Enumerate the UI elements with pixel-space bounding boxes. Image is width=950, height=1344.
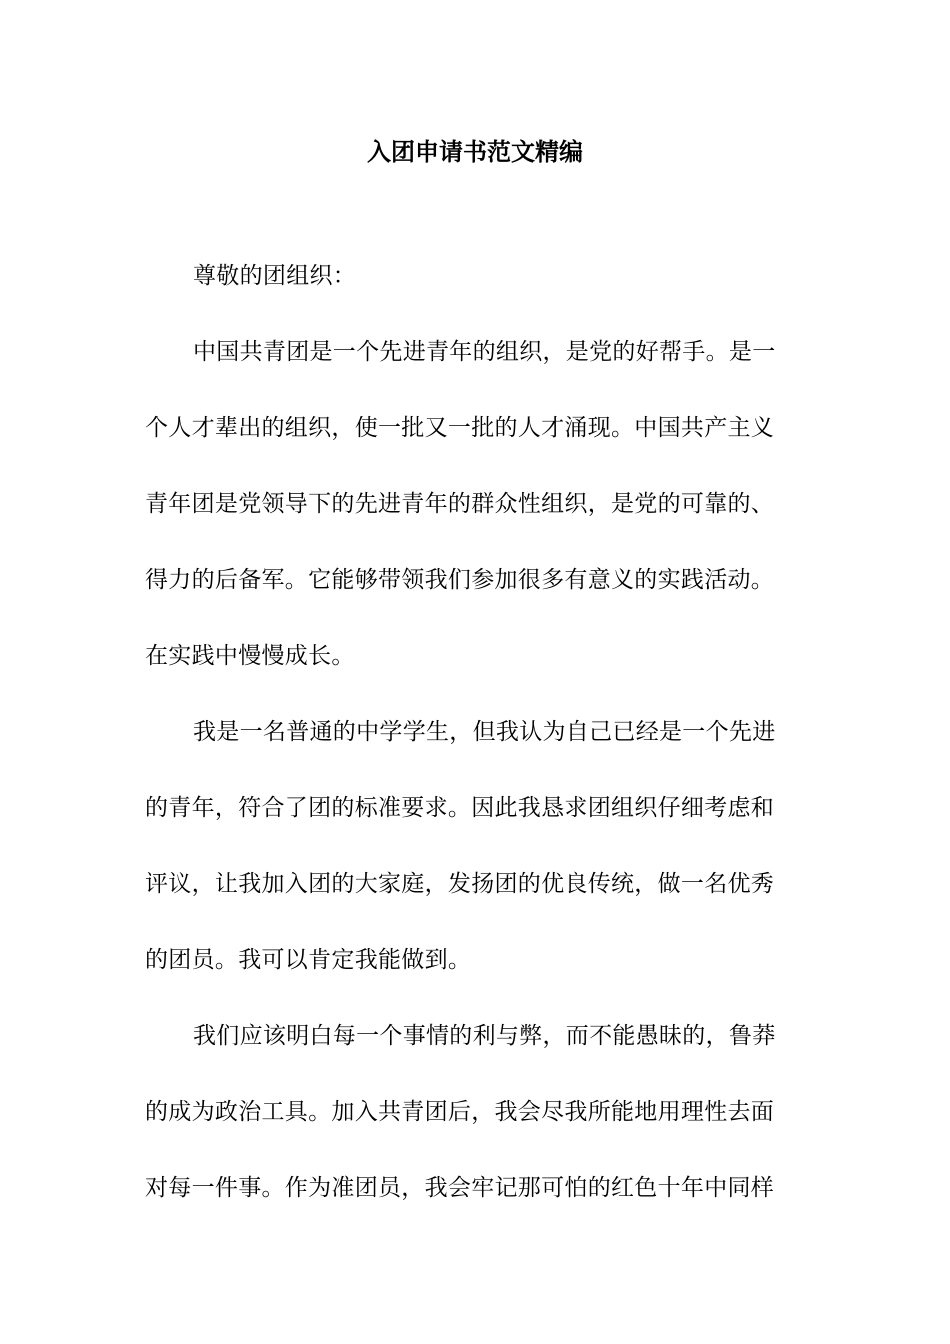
text-line: 的青年，符合了团的标准要求。因此我恳求团组织仔细考虑和 — [145, 795, 775, 821]
text-line: 的团员。我可以肯定我能做到。 — [145, 947, 472, 973]
text-line: 得力的后备军。它能够带领我们参加很多有意义的实践活动。 — [145, 567, 775, 593]
text-line: 对每一件事。作为准团员，我会牢记那可怕的红色十年中同样 — [145, 1175, 775, 1201]
text-line: 中国共青团是一个先进青年的组织，是党的好帮手。是一 — [193, 339, 776, 365]
document-body — [145, 256, 805, 1244]
text-line: 青年团是党领导下的先进青年的群众性组织，是党的可靠的、 — [145, 491, 775, 517]
paragraph-lines — [145, 332, 805, 1244]
document-title: 入团申请书范文精编 — [367, 137, 583, 166]
text-line: 评议，让我加入团的大家庭，发扬团的优良传统，做一名优秀 — [145, 871, 775, 897]
salutation: 尊敬的团组织： — [193, 263, 357, 289]
text-line: 个人才辈出的组织，使一批又一批的人才涌现。中国共产主义 — [145, 415, 775, 441]
text-line: 的成为政治工具。加入共青团后，我会尽我所能地用理性去面 — [145, 1099, 775, 1125]
text-line: 我是一名普通的中学学生，但我认为自己已经是一个先进 — [193, 719, 776, 745]
text-line: 在实践中慢慢成长。 — [145, 643, 355, 669]
text-line: 我们应该明白每一个事情的利与弊，而不能愚昧的，鲁莽 — [193, 1023, 776, 1049]
